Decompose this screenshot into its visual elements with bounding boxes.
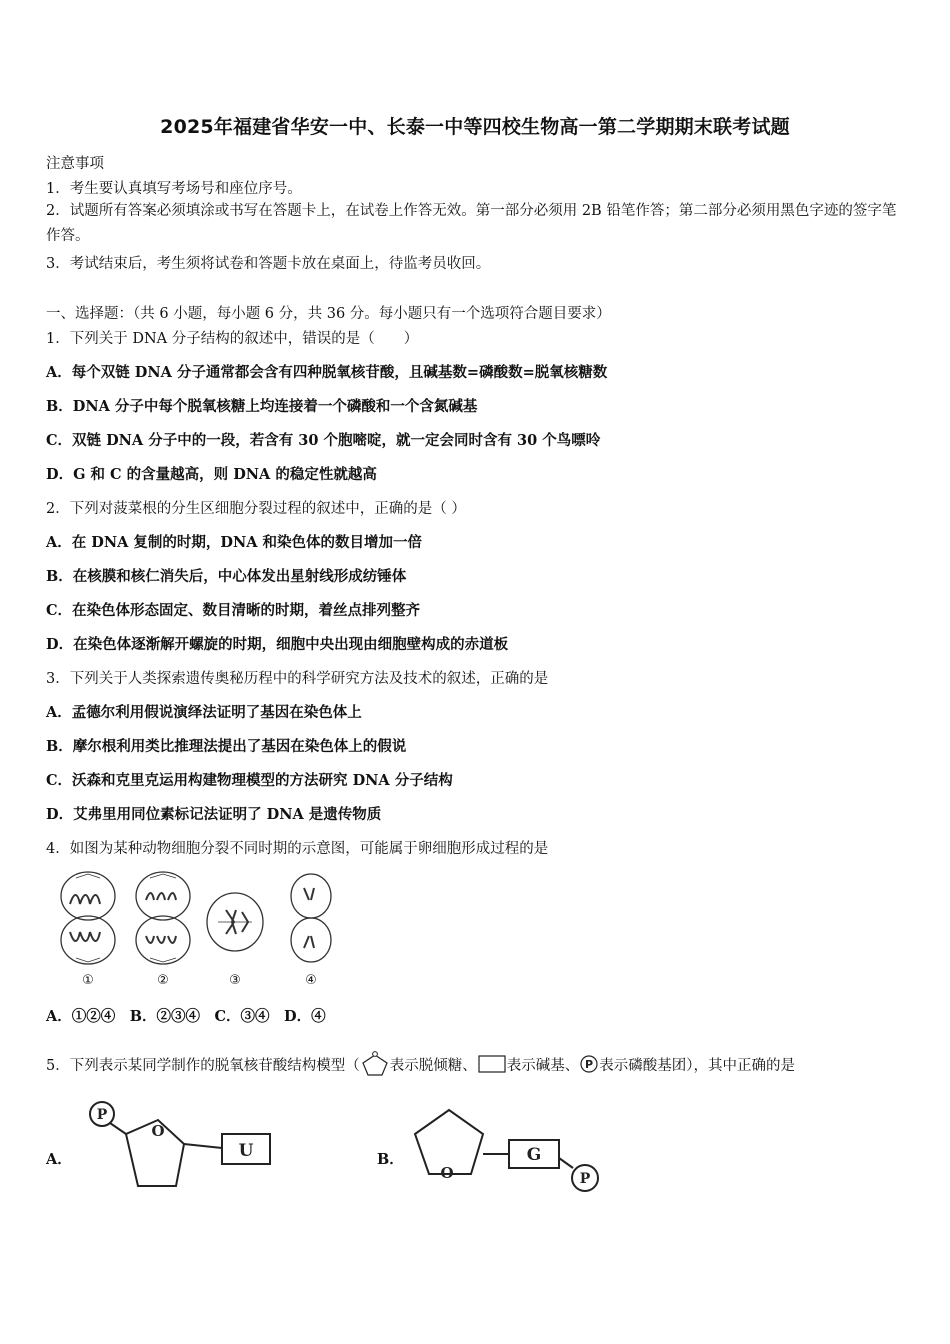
question-3-option-a: A．孟德尔利用假说演绎法证明了基因在染色体上 xyxy=(46,704,362,721)
notice-item-1: 1．考生要认真填写考场号和座位序号。 xyxy=(46,181,302,197)
cell-3-image xyxy=(207,893,263,951)
model-b-oxygen-letter: O xyxy=(440,1164,454,1182)
question-5-option-a-label: A． xyxy=(46,1151,72,1168)
section-heading: 一、选择题：（共 6 小题，每小题 6 分，共 36 分。每小题只有一个选项符合题目要求） xyxy=(46,306,611,322)
figure-label-1: ① xyxy=(82,973,94,988)
question-3-option-c: C．沃森和克里克运用构建物理模型的方法研究 DNA 分子结构 xyxy=(46,772,453,789)
question-1-option-a: A．每个双链 DNA 分子通常都会含有四种脱氧核苷酸，且碱基数=磷酸数=脱氧核糖数 xyxy=(46,364,608,381)
model-a-oxygen-letter: O xyxy=(151,1122,165,1140)
question-5-stem-part-4: 表示磷酸基团），其中正确的是 xyxy=(599,1058,795,1074)
notice-heading: 注意事项 xyxy=(46,156,104,172)
question-5-stem-part-1: 5．下列表示某同学制作的脱氧核苷酸结构模型（ xyxy=(46,1058,360,1074)
cell-division-figure xyxy=(46,866,342,990)
cell-4-image xyxy=(291,874,331,962)
page-title: 2025年福建省华安一中、长泰一中等四校生物高一第二学期期末联考试题 xyxy=(160,116,790,138)
figure-label-3: ③ xyxy=(229,973,241,988)
cell-1-image xyxy=(61,872,115,964)
question-1-option-c: C．双链 DNA 分子中的一段，若含有 30 个胞嘧啶，就一定会同时含有 30 个鸟嘌呤 xyxy=(46,432,601,449)
question-5-stem-part-2: 表示脱倾糖、 xyxy=(389,1058,477,1074)
question-1-option-b: B．DNA 分子中每个脱氧核糖上均连接着一个磷酸和一个含氮碱基 xyxy=(46,398,478,415)
figure-label-2: ② xyxy=(157,973,169,988)
question-3-stem: 3．下列关于人类探索遗传奥秘历程中的科学研究方法及技术的叙述，正确的是 xyxy=(46,671,549,687)
phosphate-icon-letter: P xyxy=(585,1058,594,1071)
rectangle-base-icon xyxy=(477,1054,507,1078)
phosphate-circle-icon xyxy=(579,1054,599,1078)
question-4-options: A．①②④ B．②③④ C．③④ D．④ xyxy=(46,1008,326,1025)
question-5-stem-part-3: 表示碱基、 xyxy=(506,1058,580,1074)
question-5-option-b-label: B． xyxy=(377,1151,404,1168)
cell-2-image xyxy=(136,872,190,964)
notice-item-3: 3．考试结束后，考生须将试卷和答题卡放在桌面上，待监考员收回。 xyxy=(46,256,491,272)
pentagon-sugar-icon xyxy=(360,1051,390,1081)
model-a-base-letter: U xyxy=(238,1141,254,1161)
figure-label-4: ④ xyxy=(305,973,317,988)
question-2-option-c: C．在染色体形态固定、数目清晰的时期，着丝点排列整齐 xyxy=(46,602,421,619)
question-2-option-d: D．在染色体逐渐解开螺旋的时期，细胞中央出现由细胞壁构成的赤道板 xyxy=(46,636,509,653)
question-2-stem: 2．下列对菠菜根的分生区细胞分裂过程的叙述中，正确的是（ ） xyxy=(46,501,466,517)
question-3-option-b: B．摩尔根利用类比推理法提出了基因在染色体上的假说 xyxy=(46,738,407,755)
question-4-stem: 4．如图为某种动物细胞分裂不同时期的示意图，可能属于卵细胞形成过程的是 xyxy=(46,841,549,857)
cell-division-diagram xyxy=(46,866,342,990)
question-2-option-b: B．在核膜和核仁消失后，中心体发出星射线形成纺锤体 xyxy=(46,568,407,585)
model-a-phosphate-letter: P xyxy=(96,1107,108,1123)
model-b-phosphate-letter: P xyxy=(579,1171,591,1187)
question-3-option-d: D．艾弗里用同位素标记法证明了 DNA 是遗传物质 xyxy=(46,806,382,823)
question-1-stem: 1．下列关于 DNA 分子结构的叙述中，错误的是（ ） xyxy=(46,331,419,347)
notice-item-2: 2．试题所有答案必须填涂或书写在答题卡上，在试卷上作答无效。第一部分必须用 2B 铅笔作答；第二部分必须用黑色字迹的签字笔作答。 xyxy=(46,203,897,244)
nucleotide-model-b xyxy=(405,1104,615,1200)
question-2-option-a: A．在 DNA 复制的时期，DNA 和染色体的数目增加一倍 xyxy=(46,534,423,551)
model-b-base-letter: G xyxy=(526,1145,542,1165)
question-5-stem xyxy=(46,1051,795,1081)
question-1-option-d: D．G 和 C 的含量越高，则 DNA 的稳定性就越高 xyxy=(46,466,377,483)
nucleotide-model-a xyxy=(80,1096,280,1200)
